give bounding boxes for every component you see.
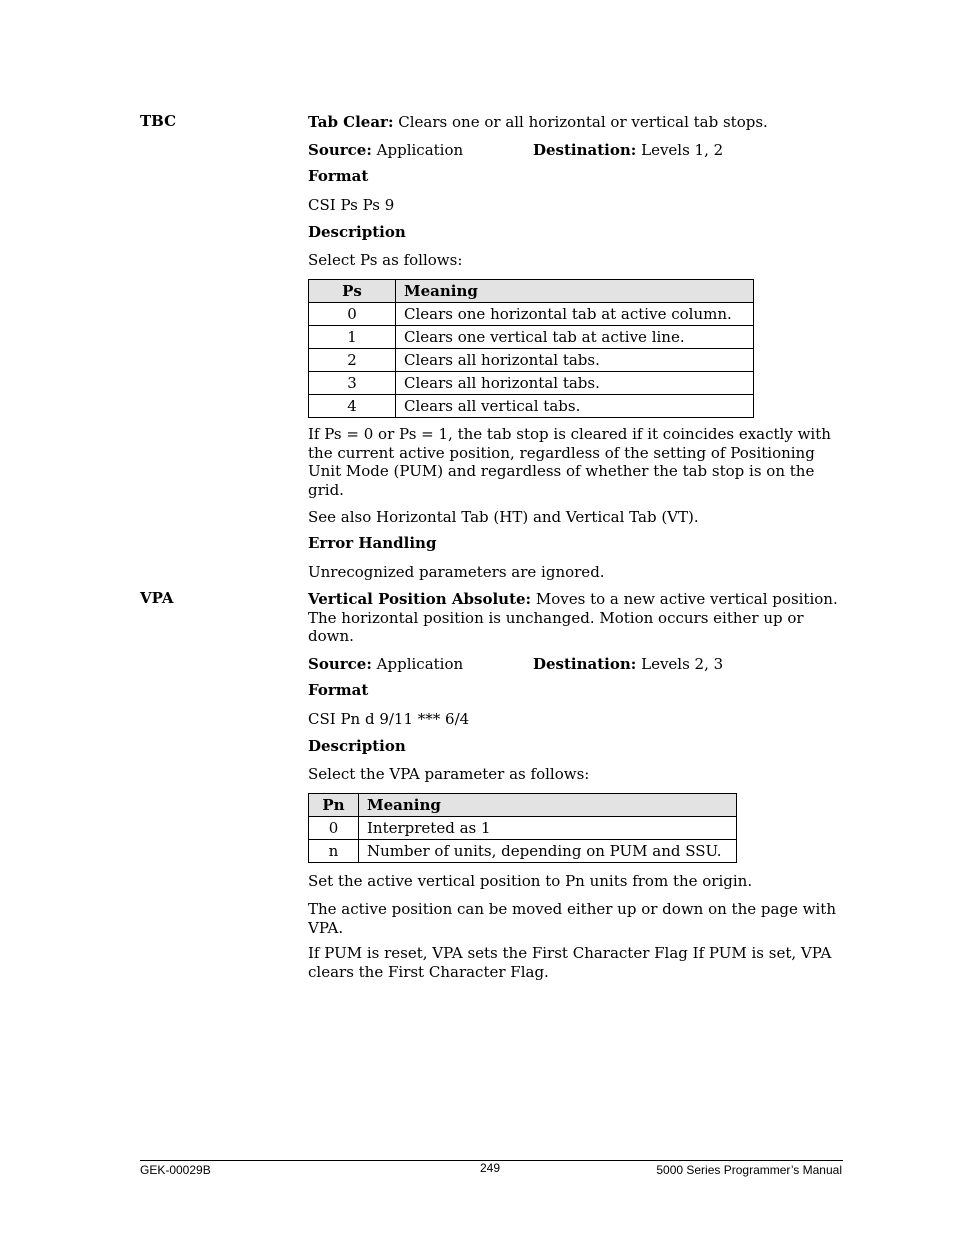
table-cell-meaning: Clears one vertical tab at active line. [396,326,754,349]
vpa-title-desc: Moves to a new active vertical position. The horizontal position is unchanged. Motion occurs either up or down. [308,590,838,645]
table-header-row [309,794,737,817]
table-row [309,817,737,840]
tbc-error-text: Unrecognized parameters are ignored. [308,563,605,581]
vpa-title-line [308,590,838,646]
vpa-description-heading: Description [308,737,406,755]
vpa-source-label: Source: [308,655,372,673]
tbc-title-line [308,113,838,132]
table-row [309,840,737,863]
table-cell-meaning: Number of units, depending on PUM and SSU. [359,840,737,863]
footer-doc-number: GEK-00029B [140,1163,211,1177]
vpa-title: Vertical Position Absolute: [308,590,532,608]
vpa-paragraph-3: If PUM is reset, VPA sets the First Character Flag If PUM is set, VPA clears the First Character Flag. [308,944,832,981]
tbc-source-label: Source: [308,141,372,159]
table-cell-pn: n [309,840,359,863]
vpa-destination-line [533,655,723,674]
vpa-paragraph-2: The active position can be moved either up or down on the page with VPA. [308,900,836,937]
command-code-vpa: VPA [140,589,174,607]
table-header-ps: Ps [309,280,396,303]
footer-manual-title: 5000 Series Programmer’s Manual [656,1163,842,1177]
vpa-destination-label: Destination: [533,655,637,673]
tbc-title-desc: Clears one or all horizontal or vertical tab stops. [398,113,768,131]
table-cell-meaning: Interpreted as 1 [359,817,737,840]
footer-page-number: 249 [480,1161,501,1175]
vpa-destination-value: Levels 2, 3 [641,655,724,673]
table-cell-meaning: Clears all horizontal tabs. [396,372,754,395]
table-header-meaning: Meaning [359,794,737,817]
table-row [309,395,754,418]
table-cell-meaning: Clears one horizontal tab at active column. [396,303,754,326]
table-cell-ps: 3 [309,372,396,395]
tbc-description-heading: Description [308,223,406,241]
tbc-paragraph-1: If Ps = 0 or Ps = 1, the tab stop is cleared if it coincides exactly with the current active position, regardless of the setting of Positioning Unit Mode (PUM) and regardless of whether the tab stop is on the grid. [308,425,831,499]
tbc-ps-table [308,279,754,418]
command-code-tbc: TBC [140,112,177,130]
tbc-destination-value: Levels 1, 2 [641,141,724,159]
vpa-paragraph-1: Set the active vertical position to Pn units from the origin. [308,872,753,890]
tbc-destination-label: Destination: [533,141,637,159]
table-cell-ps: 0 [309,303,396,326]
table-cell-ps: 4 [309,395,396,418]
table-cell-meaning: Clears all vertical tabs. [396,395,754,418]
tbc-source-value: Application [376,141,464,159]
vpa-source-value: Application [376,655,464,673]
table-header-meaning: Meaning [396,280,754,303]
table-header-row [309,280,754,303]
tbc-title: Tab Clear: [308,113,394,131]
vpa-format-heading: Format [308,681,369,699]
table-row [309,326,754,349]
tbc-paragraph-2: See also Horizontal Tab (HT) and Vertical Tab (VT). [308,508,699,526]
vpa-format-value: CSI Pn d 9/11 *** 6/4 [308,710,470,728]
table-header-pn: Pn [309,794,359,817]
tbc-select-text: Select Ps as follows: [308,251,463,269]
tbc-error-heading: Error Handling [308,534,437,552]
table-cell-meaning: Clears all horizontal tabs. [396,349,754,372]
tbc-format-value: CSI Ps Ps 9 [308,196,395,214]
table-row [309,303,754,326]
tbc-destination-line [533,141,723,160]
table-row [309,349,754,372]
table-cell-ps: 1 [309,326,396,349]
vpa-select-text: Select the VPA parameter as follows: [308,765,590,783]
tbc-format-heading: Format [308,167,369,185]
table-cell-ps: 2 [309,349,396,372]
vpa-pn-table [308,793,737,863]
table-row [309,372,754,395]
table-cell-pn: 0 [309,817,359,840]
